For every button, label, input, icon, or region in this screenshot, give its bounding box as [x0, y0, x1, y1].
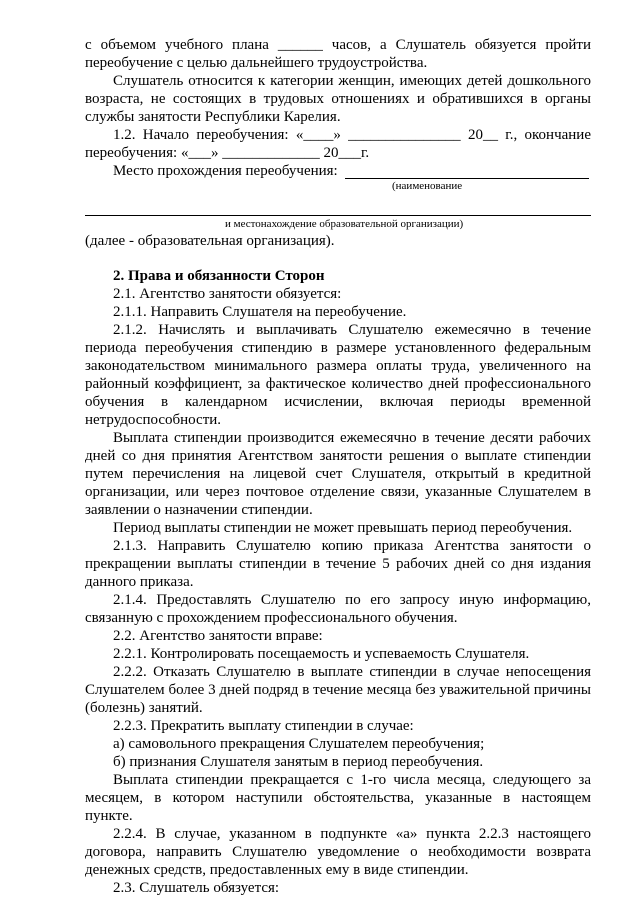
text-line: переобучения: «___» _____________ 20___г. — [85, 145, 370, 161]
text-line: 2.1.4. Предоставлять Слушателю по его запросу иную информацию, — [113, 592, 591, 608]
text-line: периода переобучения стипендию в размере установленного федеральным — [85, 340, 591, 356]
text-line: Период выплаты стипендии не может превышать период переобучения. — [113, 520, 573, 536]
text-line: службы занятости Республики Карелия. — [85, 109, 341, 125]
text-line: месяцем, в котором наступили обстоятельства, указанные в настоящем — [85, 790, 591, 806]
text-line: б) признания Слушателя занятым в период переобучения. — [113, 754, 484, 770]
text-line: Выплата стипендии производится ежемесячно в течение десяти рабочих — [113, 430, 591, 446]
blank-underline — [345, 178, 589, 179]
text-line: 2.1.2. Начислять и выплачивать Слушателю ежемесячно в течение — [113, 322, 591, 338]
text-line: районный коэффициент, за фактическое количество дней профессионального — [85, 376, 591, 392]
text-line: 2.2.2. Отказать Слушателю в выплате стипендии в случае непосещения — [113, 664, 591, 680]
text-line: дней со дня принятия Агентством занятости решения о выплате стипендии — [85, 448, 591, 464]
text-line: Место прохождения переобучения: — [113, 163, 338, 179]
text-line: переобучение с целью дальнейшего трудоустройства. — [85, 55, 428, 71]
text-line: а) самовольного прекращения Слушателем переобучения; — [113, 736, 485, 752]
text-line: 2.1. Агентство занятости обязуется: — [113, 286, 342, 302]
text-line: Выплата стипендии прекращается с 1-го числа месяца, следующего за — [113, 772, 591, 788]
text-line: денежных средств, предоставленных ему в виде стипендии. — [85, 862, 469, 878]
text-line: возраста, не состоящих в трудовых отношениях и обратившихся в органы — [85, 91, 591, 107]
text-line: 2.2. Агентство занятости вправе: — [113, 628, 323, 644]
text-line: 2.1.1. Направить Слушателя на переобучение. — [113, 304, 407, 320]
text-line: договора, направить Слушателю уведомление о необходимости возврата — [85, 844, 591, 860]
text-line: путем перечисления на лицевой счет Слушателя, открытый в кредитной — [85, 466, 591, 482]
text-line: заявлении о назначении стипендии. — [85, 502, 313, 518]
text-line: с объемом учебного плана ______ часов, а Слушатель обязуется пройти — [85, 37, 591, 53]
field-caption: и местонахождение образовательной организации) — [225, 218, 464, 230]
text-line: (далее - образовательная организация). — [85, 233, 335, 249]
blank-underline — [85, 215, 591, 216]
field-caption: (наименование — [392, 180, 463, 192]
text-line: 2.2.3. Прекратить выплату стипендии в случае: — [113, 718, 414, 734]
text-line: прекращении выплаты стипендии в течение 5 рабочих дней со дня издания — [85, 556, 591, 572]
text-line: организации, или через почтовое отделение связи, указанные Слушателем в — [85, 484, 591, 500]
text-line: (болезнь) занятий. — [85, 700, 203, 716]
text-line: 1.2. Начало переобучения: «____» _______________ 20__ г., окончание — [113, 127, 591, 143]
text-line: 2.3. Слушатель обязуется: — [113, 880, 280, 896]
text-line: 2.2.1. Контролировать посещаемость и успеваемость Слушателя. — [113, 646, 530, 662]
text-line: 2.2.4. В случае, указанном в подпункте «а» пункта 2.2.3 настоящего — [113, 826, 591, 842]
text-line: обучения в календарном исчислении, включая периоды временной — [85, 394, 591, 410]
text-line: связанную с прохождением профессионального обучения. — [85, 610, 458, 626]
text-line: пункте. — [85, 808, 133, 824]
text-line: Слушатель относится к категории женщин, имеющих детей дошкольного — [113, 73, 591, 89]
text-line: 2.1.3. Направить Слушателю копию приказа Агентства занятости о — [113, 538, 591, 554]
text-line: Слушателем более 3 дней подряд в течение месяца без уважительной причины — [85, 682, 591, 698]
text-line: данного приказа. — [85, 574, 194, 590]
section-heading: 2. Права и обязанности Сторон — [113, 268, 325, 284]
text-line: нетрудоспособности. — [85, 412, 222, 428]
text-line: законодательством минимального размера оплаты труда, увеличенного на — [85, 358, 591, 374]
